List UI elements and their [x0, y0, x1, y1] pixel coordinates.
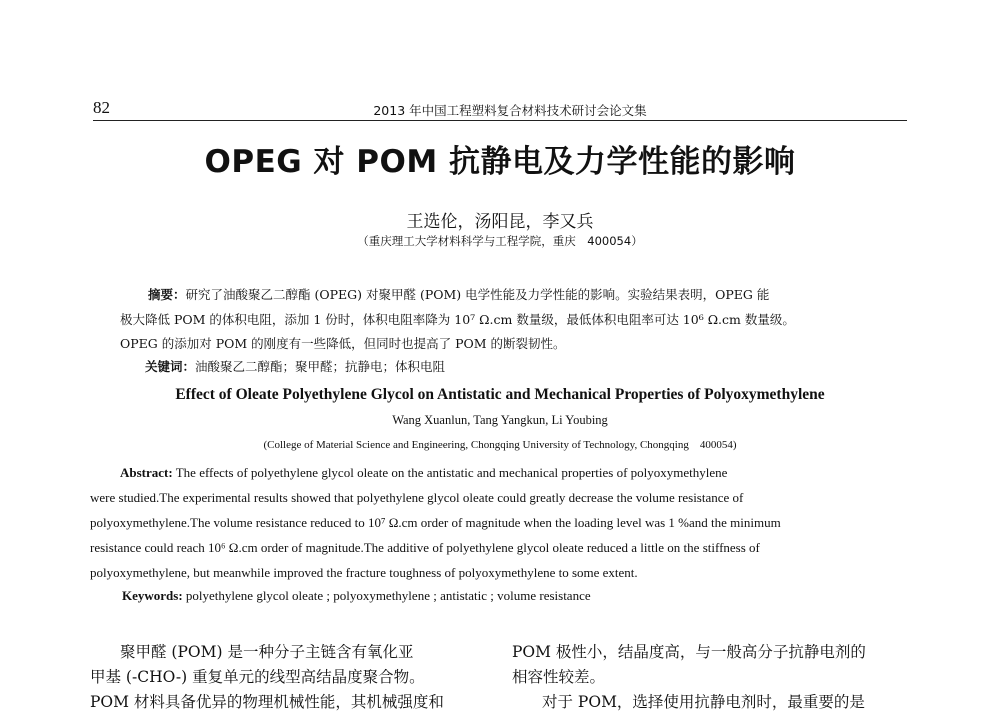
- authors-en: Wang Xuanlun, Tang Yangkun, Li Youbing: [392, 413, 608, 427]
- affiliation-cn: （重庆理工大学材料科学与工程学院，重庆 400054）: [357, 234, 643, 248]
- abstract-cn-line-2: 极大降低 POM 的体积电阻，添加 1 份时，体积电阻率降为 10⁷ Ω.cm 数量级，最低体积电阻率可达 10⁶ Ω.cm 数量级。: [120, 311, 795, 327]
- body-left-column: [90, 640, 490, 715]
- abstract-cn-label: 摘要：: [148, 287, 186, 302]
- affiliation-en: (College of Material Science and Engineering, Chongqing University of Technology, Chongqing 400054): [263, 439, 737, 451]
- abstract-en-line-2: were studied.The experimental results showed that polyethylene glycol oleate could greatly decrease the volume resistance of: [90, 490, 744, 505]
- keywords-cn-label: 关键词：: [145, 359, 196, 374]
- body-right-line-1: POM 极性小，结晶度高，与一般高分子抗静电剂的: [512, 643, 866, 661]
- keywords-cn-text: 油酸聚乙二醇酯；聚甲醛；抗静电；体积电阻: [195, 359, 446, 374]
- body-left-line-1: 聚甲醛 (POM) 是一种分子主链含有氧化亚: [120, 643, 414, 661]
- paper-title-cn: OPEG 对 POM 抗静电及力学性能的影响: [204, 144, 796, 180]
- abstract-en-line-5: polyoxymethylene, but meanwhile improved the fracture toughness of polyoxymethylene to some extent.: [90, 565, 638, 580]
- body-left-line-3: POM 材料具备优异的物理机械性能，其机械强度和: [90, 693, 444, 711]
- abstract-en-line-1: [90, 460, 907, 485]
- body-right-column: [512, 640, 912, 715]
- abstract-en-text-1: The effects of polyethylene glycol oleate on the antistatic and mechanical properties of polyoxymethylene: [172, 465, 728, 480]
- abstract-cn-line-3: OPEG 的添加对 POM 的刚度有一些降低，但同时也提高了 POM 的断裂韧性。: [120, 336, 566, 351]
- abstract-cn-line-1: [120, 283, 900, 308]
- paper-title-en: Effect of Oleate Polyethylene Glycol on Antistatic and Mechanical Properties of Polyoxymethylene: [175, 386, 825, 403]
- keywords-cn: [145, 357, 905, 375]
- authors-cn: 王选伦，汤阳昆，李又兵: [406, 212, 594, 232]
- keywords-en: [122, 588, 902, 604]
- body-right-line-2: 相容性较差。: [512, 668, 606, 686]
- keywords-en-text: polyethylene glycol oleate ; polyoxymethylene ; antistatic ; volume resistance: [182, 588, 591, 603]
- abstract-en-line-4: resistance could reach 10⁶ Ω.cm order of magnitude.The additive of polyethylene glycol oleate reduced a little on the stiffness of: [90, 540, 760, 555]
- abstract-en-line-3: polyoxymethylene.The volume resistance reduced to 10⁷ Ω.cm order of magnitude when the loading level was 1 %and the minimum: [90, 515, 781, 530]
- abstract-en-label: Abstract:: [120, 465, 173, 480]
- page-number: 82: [93, 98, 110, 117]
- body-right-line-3: 对于 POM，选择使用抗静电剂时，最重要的是: [542, 693, 865, 711]
- running-title: 2013 年中国工程塑料复合材料技术研讨会论文集: [373, 103, 647, 118]
- keywords-en-label: Keywords:: [122, 588, 183, 603]
- abstract-cn: [120, 283, 900, 357]
- body-left-line-2: 甲基 (-CHO-) 重复单元的线型高结晶度聚合物。: [90, 668, 425, 686]
- abstract-en: [90, 460, 907, 585]
- abstract-cn-text-1: 研究了油酸聚乙二醇酯 (OPEG) 对聚甲醛 (POM) 电学性能及力学性能的影响。实验结果表明，OPEG 能: [185, 287, 770, 302]
- header-rule: [93, 120, 907, 121]
